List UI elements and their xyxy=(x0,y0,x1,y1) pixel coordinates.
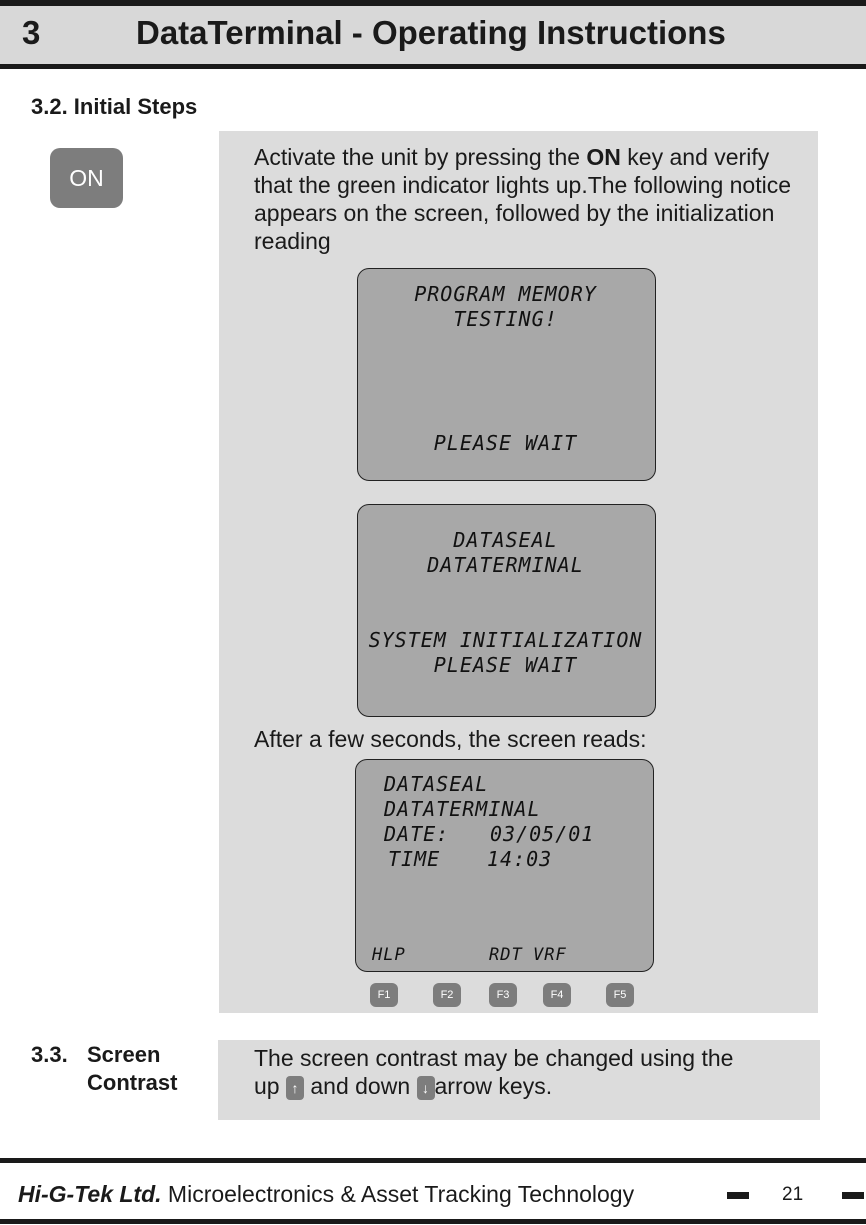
lcd3-line2: DATATERMINAL xyxy=(384,797,541,821)
para-text: Activate the unit by pressing the xyxy=(254,144,587,170)
lcd3-softkey-hlp: HLP xyxy=(372,945,406,965)
f5-key-icon: F5 xyxy=(606,983,634,1007)
contrast-up-text: up xyxy=(254,1073,286,1099)
lcd2-line3: SYSTEM INITIALIZATION xyxy=(368,628,643,652)
footer-top-rule xyxy=(0,1158,866,1163)
footer-bottom-rule xyxy=(0,1219,866,1224)
footer-dash-left xyxy=(727,1192,749,1199)
contrast-down-text: and down xyxy=(303,1073,417,1099)
footer-tagline: Microelectronics & Asset Tracking Technology xyxy=(161,1181,635,1207)
down-arrow-key-icon: ↓ xyxy=(417,1076,435,1100)
section-heading-initial-steps: 3.2. Initial Steps xyxy=(31,94,198,119)
f1-key-icon: F1 xyxy=(370,983,398,1007)
footer-company: Hi-G-Tek Ltd. xyxy=(18,1181,162,1207)
lcd1-line2: TESTING! xyxy=(453,307,558,331)
contrast-text-line2 xyxy=(254,1072,552,1100)
lcd2-line1: DATASEAL xyxy=(453,528,558,552)
lcd3-softkey-vrf: VRF xyxy=(533,945,567,965)
after-seconds-text: After a few seconds, the screen reads: xyxy=(254,726,647,752)
section-title-screen: Screen xyxy=(87,1042,161,1067)
para-text-cont: key and verify that the green indicator lights up.The following notice appears on the screen, followed by the initialization reading xyxy=(254,144,791,254)
lcd1-line3: PLEASE WAIT xyxy=(433,431,578,455)
lcd3-time-label: TIME xyxy=(388,847,441,871)
f4-key-icon: F4 xyxy=(543,983,571,1007)
footer-text xyxy=(18,1181,634,1208)
chapter-title: DataTerminal - Operating Instructions xyxy=(136,14,726,51)
section-number-contrast: 3.3. xyxy=(31,1042,68,1067)
on-key-icon: ON xyxy=(50,148,123,208)
footer-dash-right xyxy=(842,1192,864,1199)
lcd3-time-value: 14:03 xyxy=(487,847,553,871)
f2-key-icon: F2 xyxy=(433,983,461,1007)
on-key-ref: ON xyxy=(586,144,621,170)
f3-key-icon: F3 xyxy=(489,983,517,1007)
contrast-end-text: arrow keys. xyxy=(434,1073,553,1099)
lcd2-line4: PLEASE WAIT xyxy=(433,653,578,677)
initial-steps-paragraph xyxy=(254,143,794,255)
lcd3-date-value: 03/05/01 xyxy=(490,822,595,846)
lcd2-line2: DATATERMINAL xyxy=(427,553,584,577)
lcd3-softkey-rdt: RDT xyxy=(489,945,523,965)
lcd3-line1: DATASEAL xyxy=(384,772,489,796)
chapter-number: 3 xyxy=(22,14,41,51)
up-arrow-key-icon: ↑ xyxy=(286,1076,304,1100)
lcd3-date-label: DATE: xyxy=(384,822,450,846)
page-number: 21 xyxy=(782,1184,804,1205)
section-title-contrast: Contrast xyxy=(87,1070,178,1095)
lcd1-line1: PROGRAM MEMORY xyxy=(414,282,597,306)
contrast-text-line1: The screen contrast may be changed using the xyxy=(254,1045,734,1071)
